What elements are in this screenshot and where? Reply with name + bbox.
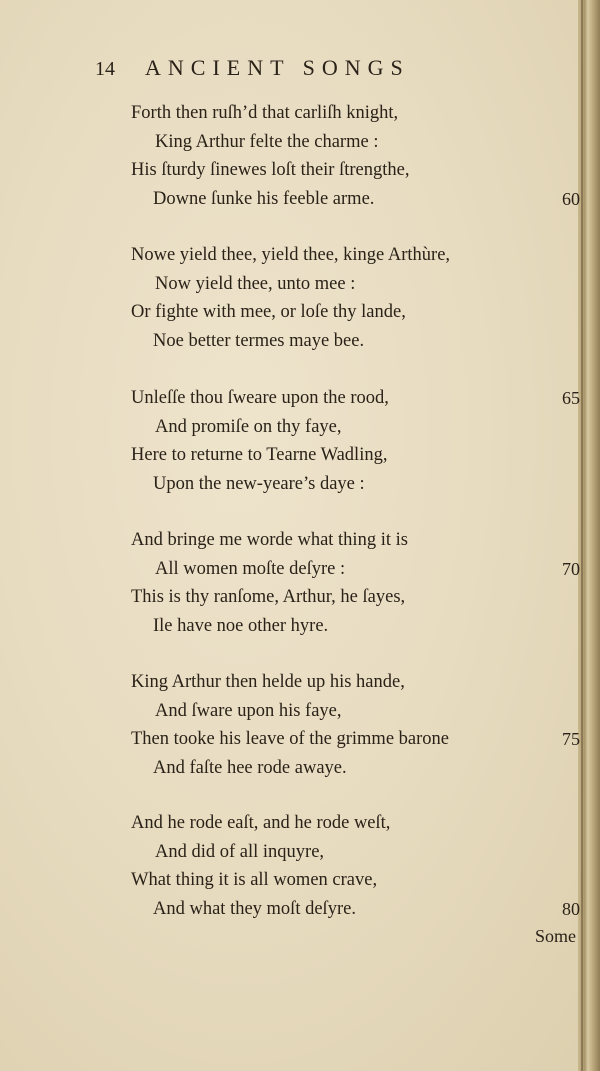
- binding-edge: [581, 0, 583, 1071]
- line-number: 75: [562, 729, 580, 749]
- verse-line: Now yield thee, unto mee :: [155, 273, 356, 294]
- verse-line: And promiſe on thy faye,: [155, 416, 342, 437]
- verse-line: Downe ſunke his feeble arme.: [153, 188, 375, 209]
- line-number: 80: [562, 898, 580, 919]
- verse-line: Noe better termes maye bee.: [153, 330, 365, 351]
- verse-line: Here to returne to Tearne Wadling,: [131, 445, 388, 465]
- verse-line: Forth then ruſh’d that carliſh knight,: [131, 103, 399, 123]
- verse-line: What thing it is all women crave,: [131, 870, 378, 890]
- verse-line: And what they moſt deſyre.: [153, 898, 356, 919]
- line-number: 60: [562, 188, 580, 209]
- verse-line: This is thy ranſome, Arthur, he ſayes,: [131, 587, 406, 607]
- verse-line: King Arthur felte the charme :: [155, 131, 379, 152]
- verse-line: Nowe yield thee, yield thee, kinge Arthùre,: [131, 245, 451, 265]
- page-number: 14: [95, 58, 115, 80]
- verse-line: And faſte hee rode awaye.: [153, 757, 347, 778]
- verse-line: And ſware upon his faye,: [155, 700, 342, 721]
- catchword: Some: [534, 926, 576, 946]
- line-number: 70: [562, 558, 580, 579]
- verse-line: Ile have noe other hyre.: [153, 615, 329, 636]
- verse-line: And did of all inquyre,: [155, 841, 325, 862]
- verse-line: Upon the new-yeare’s daye :: [153, 473, 365, 494]
- running-head: ANCIENT SONGS: [145, 55, 410, 80]
- verse-line: Or fighte with mee, or loſe thy lande,: [131, 302, 406, 322]
- verse-line: All women moſte deſyre :: [155, 558, 346, 579]
- verse-line: And bringe me worde what thing it is: [131, 530, 408, 550]
- verse-line: And he rode eaſt, and he rode weſt,: [131, 813, 391, 833]
- verse-line: King Arthur then helde up his hande,: [131, 672, 405, 692]
- verse-line: Then tooke his leave of the grimme barone: [131, 729, 449, 749]
- verse-line: His ſturdy ſinewes loſt their ſtrengthe,: [131, 160, 410, 180]
- verse-line: Unleſſe thou ſweare upon the rood,: [131, 388, 389, 408]
- line-number: 65: [562, 388, 580, 408]
